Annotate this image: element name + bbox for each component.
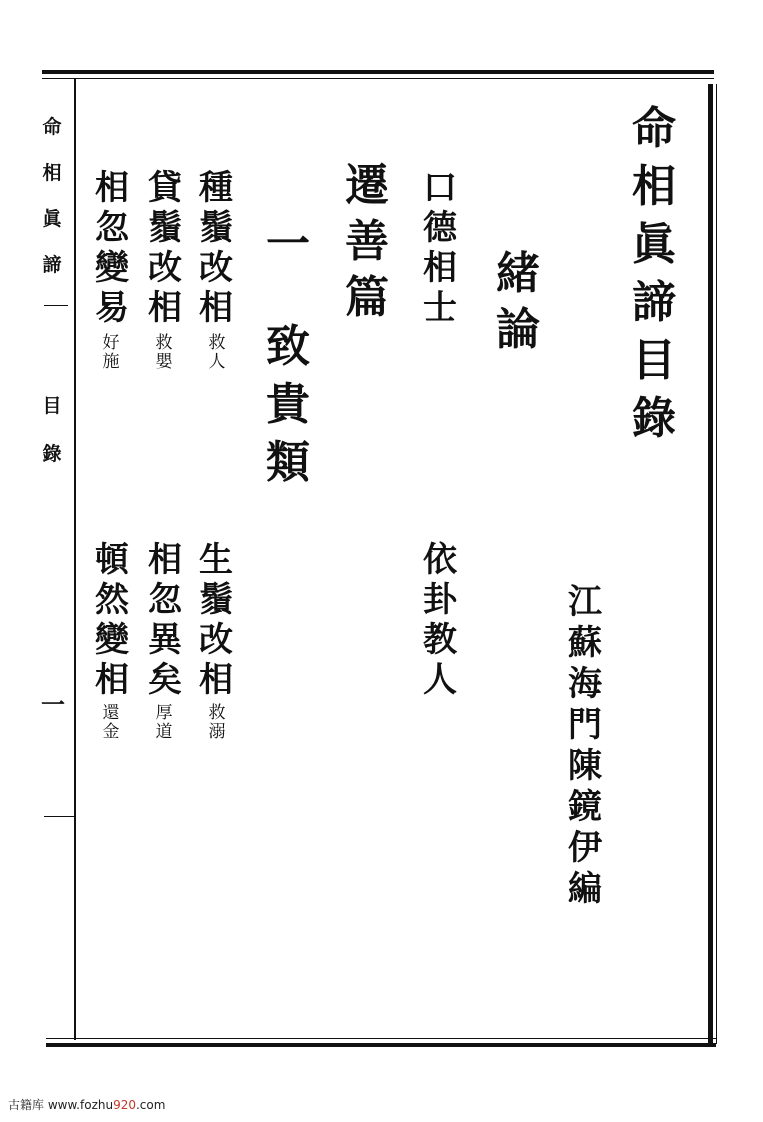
frame-inner-left-border [74, 78, 76, 1040]
vertical-char: 士 [423, 288, 457, 328]
vertical-char: 然 [95, 580, 129, 620]
entry-title [420, 168, 460, 328]
vertical-char: 頓 [95, 540, 129, 580]
section-heading-zhigui [262, 318, 314, 492]
vertical-char: 諦 [632, 277, 676, 328]
vertical-char: 鬚 [148, 208, 182, 248]
frame-top-rule [42, 70, 714, 74]
margin-divider-2 [44, 816, 74, 817]
vertical-char: 忽 [95, 208, 129, 248]
compiler-credit [562, 582, 608, 910]
entry-title [196, 168, 236, 328]
entry-note [153, 704, 175, 742]
vertical-char: 命 [632, 103, 676, 154]
vertical-char: 篇 [345, 272, 389, 323]
vertical-char: 矣 [148, 660, 182, 700]
vertical-char: 口 [423, 168, 457, 208]
footer-url[interactable]: www.fozhu920.com [47, 1098, 166, 1112]
vertical-char: 忽 [148, 580, 182, 620]
vertical-char: 眞 [42, 208, 62, 230]
vertical-char: 錄 [42, 443, 62, 465]
vertical-char: 種 [199, 168, 233, 208]
vertical-char: 人 [423, 660, 457, 700]
entry-note [206, 334, 228, 372]
margin-divider-1 [44, 305, 68, 306]
frame-right-border-thin [716, 84, 717, 1044]
vertical-char: 道 [155, 722, 173, 742]
entry-title [196, 540, 236, 700]
vertical-char: 教 [423, 620, 457, 660]
frame-top-rule-thin [42, 78, 714, 79]
vertical-char: 異 [148, 620, 182, 660]
vertical-char: 鬚 [199, 208, 233, 248]
vertical-char: 錄 [632, 393, 676, 444]
footer-site-name: 古籍库 [8, 1098, 45, 1112]
vertical-char: 改 [199, 620, 233, 660]
entry-title [92, 540, 132, 700]
vertical-char: 類 [266, 437, 310, 488]
entry-note [100, 334, 122, 372]
vertical-char: 目 [42, 395, 62, 417]
vertical-char: 眞 [632, 219, 676, 270]
frame-bottom-rule [46, 1043, 716, 1047]
vertical-char: 卦 [423, 580, 457, 620]
vertical-char: 相 [199, 660, 233, 700]
entry-note [153, 334, 175, 372]
vertical-char: 依 [423, 540, 457, 580]
vertical-char: 相 [95, 660, 129, 700]
entry-title [420, 540, 460, 700]
vertical-char: 好 [102, 333, 120, 353]
vertical-char: 緒 [496, 248, 540, 299]
vertical-char: 厚 [155, 703, 173, 723]
vertical-char: 改 [148, 248, 182, 288]
entry-note [206, 704, 228, 742]
vertical-char: 鏡 [568, 787, 602, 827]
vertical-char: 變 [95, 620, 129, 660]
section-heading-intro [492, 246, 544, 358]
vertical-char: 一 [41, 690, 65, 719]
entry-note [100, 704, 122, 742]
vertical-char: 救 [208, 333, 226, 353]
vertical-char: 生 [199, 540, 233, 580]
vertical-char: 救 [208, 703, 226, 723]
footer-watermark [8, 1096, 165, 1113]
vertical-char: 一 [266, 219, 310, 270]
entry-title [145, 540, 185, 700]
margin-header [40, 104, 64, 288]
vertical-char: 人 [208, 352, 226, 372]
vertical-char: 門 [568, 705, 602, 745]
entry-title [145, 168, 185, 328]
vertical-char: 溺 [208, 722, 226, 742]
vertical-char: 致 [266, 321, 310, 372]
section-heading-qianshan [341, 158, 393, 326]
vertical-char: 鬚 [199, 580, 233, 620]
vertical-char: 善 [345, 216, 389, 267]
vertical-char: 諦 [42, 254, 62, 276]
vertical-char: 救 [155, 333, 173, 353]
frame-right-border [708, 84, 713, 1044]
vertical-char: 相 [199, 288, 233, 328]
vertical-char: 編 [568, 869, 602, 909]
vertical-char: 改 [199, 248, 233, 288]
vertical-char: 相 [42, 162, 62, 184]
entry-title [92, 168, 132, 328]
section-heading-number [262, 220, 314, 270]
frame-bottom-rule-thin [46, 1038, 716, 1039]
vertical-char: 江 [568, 582, 602, 622]
vertical-char: 貸 [148, 168, 182, 208]
vertical-char: 變 [95, 248, 129, 288]
vertical-char: 陳 [568, 746, 602, 786]
vertical-char: 論 [496, 304, 540, 355]
vertical-char: 相 [148, 288, 182, 328]
vertical-char: 相 [632, 161, 676, 212]
book-title [626, 100, 682, 448]
vertical-char: 德 [423, 208, 457, 248]
vertical-char: 相 [423, 248, 457, 288]
vertical-char: 相 [148, 540, 182, 580]
vertical-char: 蘇 [568, 623, 602, 663]
margin-page-number [38, 690, 68, 720]
vertical-char: 嬰 [155, 352, 173, 372]
margin-section [40, 382, 64, 478]
vertical-char: 金 [102, 722, 120, 742]
vertical-char: 目 [632, 335, 676, 386]
vertical-char: 還 [102, 703, 120, 723]
vertical-char: 海 [568, 664, 602, 704]
vertical-char: 貴 [266, 379, 310, 430]
vertical-char: 易 [95, 288, 129, 328]
vertical-char: 相 [95, 168, 129, 208]
vertical-char: 遷 [345, 160, 389, 211]
vertical-char: 命 [42, 116, 62, 138]
vertical-char: 施 [102, 352, 120, 372]
vertical-char: 伊 [568, 828, 602, 868]
